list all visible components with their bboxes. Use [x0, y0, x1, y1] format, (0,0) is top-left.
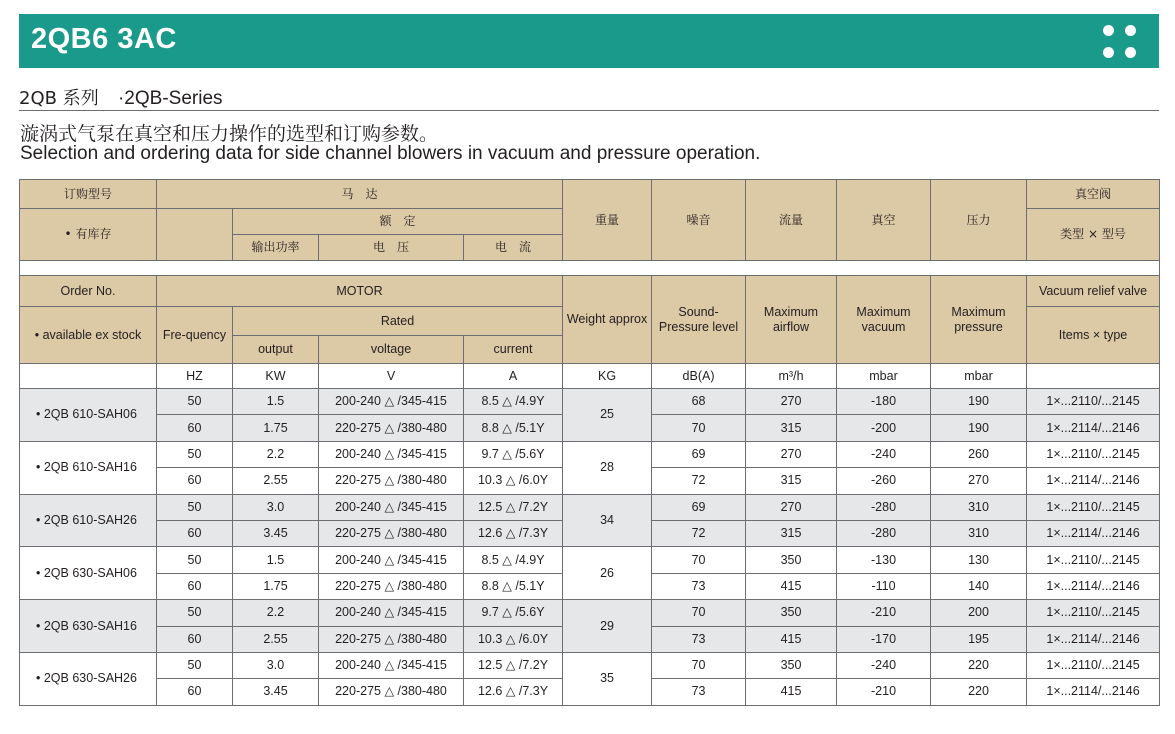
cell-freq: 60	[157, 626, 233, 652]
cell-vacuum: -280	[837, 520, 931, 546]
cell-noise: 70	[652, 652, 746, 678]
cell-output: 3.45	[233, 520, 319, 546]
cell-airflow: 350	[746, 600, 837, 626]
cell-airflow: 415	[746, 626, 837, 652]
hdr-in-stock-cn: • 有库存	[20, 209, 157, 261]
cell-pressure: 220	[931, 652, 1027, 678]
cell-airflow: 315	[746, 520, 837, 546]
cell-current: 8.8 △ /5.1Y	[464, 415, 563, 441]
cell-pressure: 190	[931, 389, 1027, 415]
table-row	[20, 652, 1160, 678]
cell-output: 3.45	[233, 679, 319, 705]
cell-airflow: 415	[746, 573, 837, 599]
cell-output: 2.2	[233, 600, 319, 626]
cell-pressure: 140	[931, 573, 1027, 599]
series-cn: 2QB 系列	[19, 88, 99, 109]
cell-valve: 1×...2110/...2145	[1027, 441, 1160, 467]
cell-pressure: 220	[931, 679, 1027, 705]
hdr-in-stock-en: • available ex stock	[20, 307, 157, 364]
model-name: • 2QB 630-SAH16	[20, 600, 157, 653]
cell-freq: 50	[157, 600, 233, 626]
cell-pressure: 270	[931, 468, 1027, 494]
cell-current: 8.8 △ /5.1Y	[464, 573, 563, 599]
cell-output: 1.75	[233, 415, 319, 441]
cell-current: 12.6 △ /7.3Y	[464, 520, 563, 546]
cell-voltage: 220-275 △ /380-480	[319, 520, 464, 546]
unit-vacuum: mbar	[837, 364, 931, 389]
cell-vacuum: -170	[837, 626, 931, 652]
model-name: • 2QB 610-SAH26	[20, 494, 157, 547]
hdr-order-no-cn: 订购型号	[20, 180, 157, 209]
hdr-rated-en: Rated	[233, 307, 563, 336]
cell-pressure: 310	[931, 494, 1027, 520]
cell-freq: 50	[157, 389, 233, 415]
cell-valve: 1×...2110/...2145	[1027, 600, 1160, 626]
cell-freq: 60	[157, 573, 233, 599]
cell-current: 12.5 △ /7.2Y	[464, 494, 563, 520]
unit-weight: KG	[563, 364, 652, 389]
divider	[19, 110, 1159, 111]
cell-valve: 1×...2110/...2145	[1027, 652, 1160, 678]
cell-voltage: 200-240 △ /345-415	[319, 441, 464, 467]
hdr-voltage-cn: 电 压	[319, 235, 464, 261]
unit-voltage: V	[319, 364, 464, 389]
cell-voltage: 200-240 △ /345-415	[319, 494, 464, 520]
hdr-pressure-cn: 压力	[931, 180, 1027, 261]
cell-current: 12.5 △ /7.2Y	[464, 652, 563, 678]
cell-pressure: 260	[931, 441, 1027, 467]
hdr-weight-cn: 重量	[563, 180, 652, 261]
cell-freq: 60	[157, 679, 233, 705]
cell-pressure: 195	[931, 626, 1027, 652]
cell-weight: 35	[563, 652, 652, 705]
table-row	[20, 547, 1160, 573]
page-title: 2QB6 3AC	[31, 23, 177, 55]
cell-valve: 1×...2114/...2146	[1027, 520, 1160, 546]
cell-vacuum: -240	[837, 441, 931, 467]
cell-weight: 28	[563, 441, 652, 494]
cell-valve: 1×...2114/...2146	[1027, 626, 1160, 652]
cell-valve: 1×...2110/...2145	[1027, 494, 1160, 520]
unit-airflow: m³/h	[746, 364, 837, 389]
cell-airflow: 350	[746, 547, 837, 573]
table-row	[20, 600, 1160, 626]
unit-freq: HZ	[157, 364, 233, 389]
model-name: • 2QB 630-SAH06	[20, 547, 157, 600]
model-name: • 2QB 610-SAH16	[20, 441, 157, 494]
hdr-pressure-en: Maximum pressure	[931, 276, 1027, 364]
cell-airflow: 270	[746, 441, 837, 467]
cell-current: 10.3 △ /6.0Y	[464, 626, 563, 652]
hdr-airflow-cn: 流量	[746, 180, 837, 261]
cell-voltage: 220-275 △ /380-480	[319, 468, 464, 494]
cell-noise: 73	[652, 626, 746, 652]
cell-noise: 70	[652, 600, 746, 626]
cell-airflow: 315	[746, 468, 837, 494]
header-cn	[20, 180, 1160, 261]
unit-pressure: mbar	[931, 364, 1027, 389]
cell-output: 2.2	[233, 441, 319, 467]
cell-airflow: 270	[746, 494, 837, 520]
title-banner	[19, 14, 1159, 68]
hdr-vacuum-en: Maximum vacuum	[837, 276, 931, 364]
cell-current: 8.5 △ /4.9Y	[464, 547, 563, 573]
cell-weight: 26	[563, 547, 652, 600]
cell-freq: 50	[157, 494, 233, 520]
cell-valve: 1×...2110/...2145	[1027, 389, 1160, 415]
cell-vacuum: -260	[837, 468, 931, 494]
cell-weight: 34	[563, 494, 652, 547]
header-en	[20, 276, 1160, 364]
cell-noise: 70	[652, 547, 746, 573]
hdr-noise-en: Sound-Pressure level	[652, 276, 746, 364]
hdr-valve-en: Vacuum relief valve	[1027, 276, 1160, 307]
cell-output: 3.0	[233, 652, 319, 678]
hdr-valve-cn: 真空阀	[1027, 180, 1160, 209]
cell-freq: 50	[157, 441, 233, 467]
cell-vacuum: -110	[837, 573, 931, 599]
cell-current: 8.5 △ /4.9Y	[464, 389, 563, 415]
cell-airflow: 315	[746, 415, 837, 441]
unit-output: KW	[233, 364, 319, 389]
cell-current: 9.7 △ /5.6Y	[464, 600, 563, 626]
model-name: • 2QB 610-SAH06	[20, 389, 157, 442]
table-row	[20, 441, 1160, 467]
hdr-rated-cn: 额 定	[233, 209, 563, 235]
cell-noise: 69	[652, 494, 746, 520]
cell-valve: 1×...2114/...2146	[1027, 679, 1160, 705]
hdr-order-no-en: Order No.	[20, 276, 157, 307]
cell-airflow: 350	[746, 652, 837, 678]
spacer	[20, 261, 1160, 276]
hdr-voltage-en: voltage	[319, 336, 464, 364]
hdr-current-cn: 电 流	[464, 235, 563, 261]
cell-output: 1.5	[233, 389, 319, 415]
cell-pressure: 200	[931, 600, 1027, 626]
table-row	[20, 389, 1160, 415]
cell-noise: 69	[652, 441, 746, 467]
cell-airflow: 270	[746, 389, 837, 415]
cell-voltage: 200-240 △ /345-415	[319, 547, 464, 573]
cell-voltage: 220-275 △ /380-480	[319, 415, 464, 441]
hdr-weight-en: Weight approx	[563, 276, 652, 364]
cell-vacuum: -130	[837, 547, 931, 573]
cell-noise: 73	[652, 679, 746, 705]
hdr-airflow-en: Maximum airflow	[746, 276, 837, 364]
cell-pressure: 190	[931, 415, 1027, 441]
cell-current: 12.6 △ /7.3Y	[464, 679, 563, 705]
cell-vacuum: -210	[837, 679, 931, 705]
description-cn: 漩涡式气泵在真空和压力操作的选型和订购参数。	[20, 123, 439, 145]
cell-pressure: 310	[931, 520, 1027, 546]
cell-current: 10.3 △ /6.0Y	[464, 468, 563, 494]
cell-output: 2.55	[233, 468, 319, 494]
cell-output: 1.5	[233, 547, 319, 573]
cell-voltage: 220-275 △ /380-480	[319, 626, 464, 652]
cell-pressure: 130	[931, 547, 1027, 573]
cell-vacuum: -240	[837, 652, 931, 678]
series-heading	[19, 84, 237, 110]
cell-freq: 50	[157, 652, 233, 678]
cell-freq: 60	[157, 468, 233, 494]
cell-vacuum: -180	[837, 389, 931, 415]
hdr-output-en: output	[233, 336, 319, 364]
hdr-vacuum-cn: 真空	[837, 180, 931, 261]
cell-valve: 1×...2110/...2145	[1027, 547, 1160, 573]
hdr-current-en: current	[464, 336, 563, 364]
cell-output: 3.0	[233, 494, 319, 520]
cell-vacuum: -280	[837, 494, 931, 520]
model-name: • 2QB 630-SAH26	[20, 652, 157, 705]
cell-current: 9.7 △ /5.6Y	[464, 441, 563, 467]
hdr-noise-cn: 噪音	[652, 180, 746, 261]
cell-freq: 60	[157, 415, 233, 441]
cell-noise: 73	[652, 573, 746, 599]
cell-voltage: 220-275 △ /380-480	[319, 679, 464, 705]
cell-noise: 68	[652, 389, 746, 415]
cell-weight: 25	[563, 389, 652, 442]
hdr-valve-type-en: Items × type	[1027, 307, 1160, 364]
hdr-valve-type-cn: 类型 × 型号	[1027, 209, 1160, 261]
cell-valve: 1×...2114/...2146	[1027, 415, 1160, 441]
ordering-data-table	[19, 179, 1160, 706]
cell-freq: 50	[157, 547, 233, 573]
data-rows	[20, 389, 1160, 706]
hdr-motor-en: MOTOR	[157, 276, 563, 307]
cell-voltage: 220-275 △ /380-480	[319, 573, 464, 599]
cell-noise: 70	[652, 415, 746, 441]
cell-vacuum: -210	[837, 600, 931, 626]
hdr-frequency-en: Fre-quency	[157, 307, 233, 364]
unit-current: A	[464, 364, 563, 389]
cell-output: 2.55	[233, 626, 319, 652]
cell-voltage: 200-240 △ /345-415	[319, 652, 464, 678]
cell-output: 1.75	[233, 573, 319, 599]
cell-noise: 72	[652, 468, 746, 494]
cell-voltage: 200-240 △ /345-415	[319, 600, 464, 626]
cell-airflow: 415	[746, 679, 837, 705]
hdr-output-cn: 输出功率	[233, 235, 319, 261]
description-en: Selection and ordering data for side channel blowers in vacuum and pressure operation.	[20, 143, 761, 164]
table-row	[20, 494, 1160, 520]
cell-valve: 1×...2114/...2146	[1027, 468, 1160, 494]
units-row	[20, 364, 1160, 389]
hdr-motor-cn: 马 达	[157, 180, 563, 209]
cell-freq: 60	[157, 520, 233, 546]
cell-weight: 29	[563, 600, 652, 653]
unit-noise: dB(A)	[652, 364, 746, 389]
series-en: ·2QB-Series	[117, 88, 223, 109]
cell-valve: 1×...2114/...2146	[1027, 573, 1160, 599]
cell-noise: 72	[652, 520, 746, 546]
four-dots-icon	[1103, 25, 1139, 59]
cell-vacuum: -200	[837, 415, 931, 441]
cell-voltage: 200-240 △ /345-415	[319, 389, 464, 415]
